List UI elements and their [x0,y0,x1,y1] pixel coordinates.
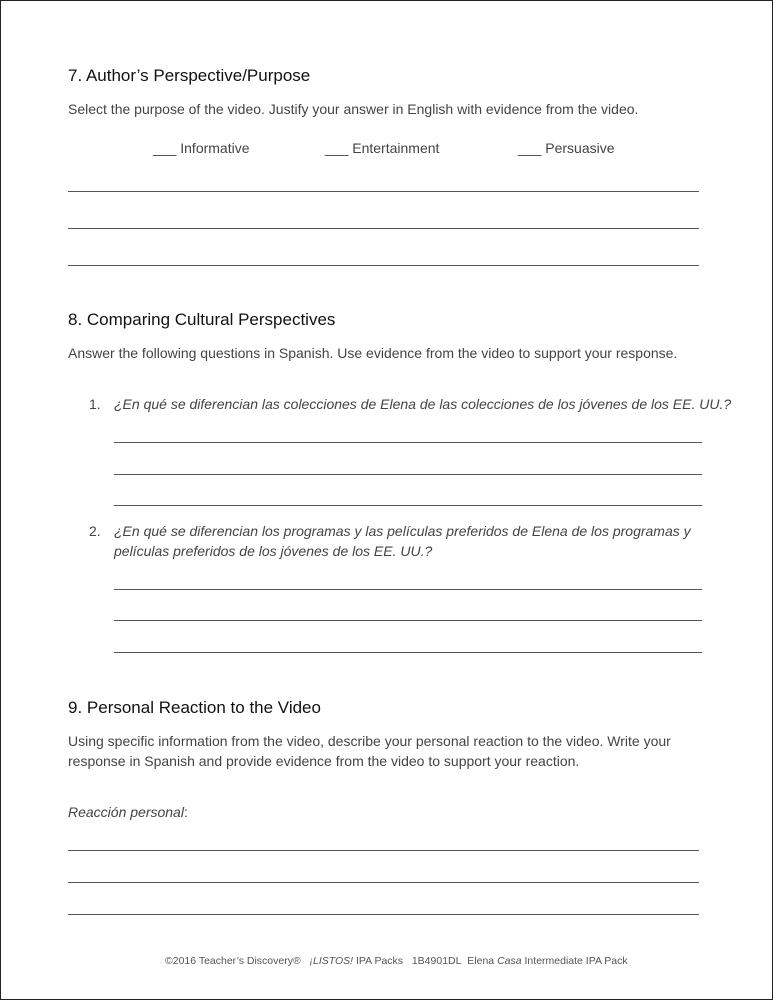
question-2-text-line1: ¿En qué se diferencian los programas y las películas preferidos de Elena de los programas y [114,523,691,539]
question-1-text: ¿En qué se diferencian las colecciones de Elena de las colecciones de los jóvenes de los EE. UU.? [114,396,732,412]
answer-line[interactable] [68,191,699,192]
question-2-number: 2. [89,523,101,539]
option-persuasive: ___ Persuasive [518,140,615,156]
section-9-title: 9. Personal Reaction to the Video [68,698,321,717]
answer-line[interactable] [68,882,699,883]
answer-line[interactable] [68,228,699,229]
question-2-text-line2: películas preferidos de los jóvenes de los EE. UU.? [114,543,433,559]
answer-line[interactable] [114,442,702,443]
section-9-instructions-line1: Using specific information from the video, describe your personal reaction to the video. Write your [68,733,671,749]
footer: ©2016 Teacher’s Discovery® ¡LISTOS! IPA Packs 1B4901DL Elena Casa Intermediate IPA Pack [165,955,628,967]
answer-line[interactable] [68,850,699,851]
answer-line[interactable] [114,620,702,621]
answer-line[interactable] [114,474,702,475]
answer-line[interactable] [114,589,702,590]
section-7-title: 7. Author’s Perspective/Purpose [68,66,311,85]
answer-line[interactable] [68,265,699,266]
section-8-instructions: Answer the following questions in Spanish. Use evidence from the video to support your response. [68,345,678,361]
answer-line[interactable] [68,914,699,915]
answer-line[interactable] [114,652,702,653]
section-8-title: 8. Comparing Cultural Perspectives [68,310,336,329]
answer-line[interactable] [114,505,702,506]
question-1-number: 1. [89,396,101,412]
option-entertainment: ___ Entertainment [325,140,440,156]
section-9-instructions-line2: response in Spanish and provide evidence from the video to support your reaction. [68,753,580,769]
reaction-label: Reacción personal: [68,804,188,820]
section-7-instructions: Select the purpose of the video. Justify your answer in English with evidence from the video. [68,101,639,117]
option-informative: ___ Informative [153,140,250,156]
